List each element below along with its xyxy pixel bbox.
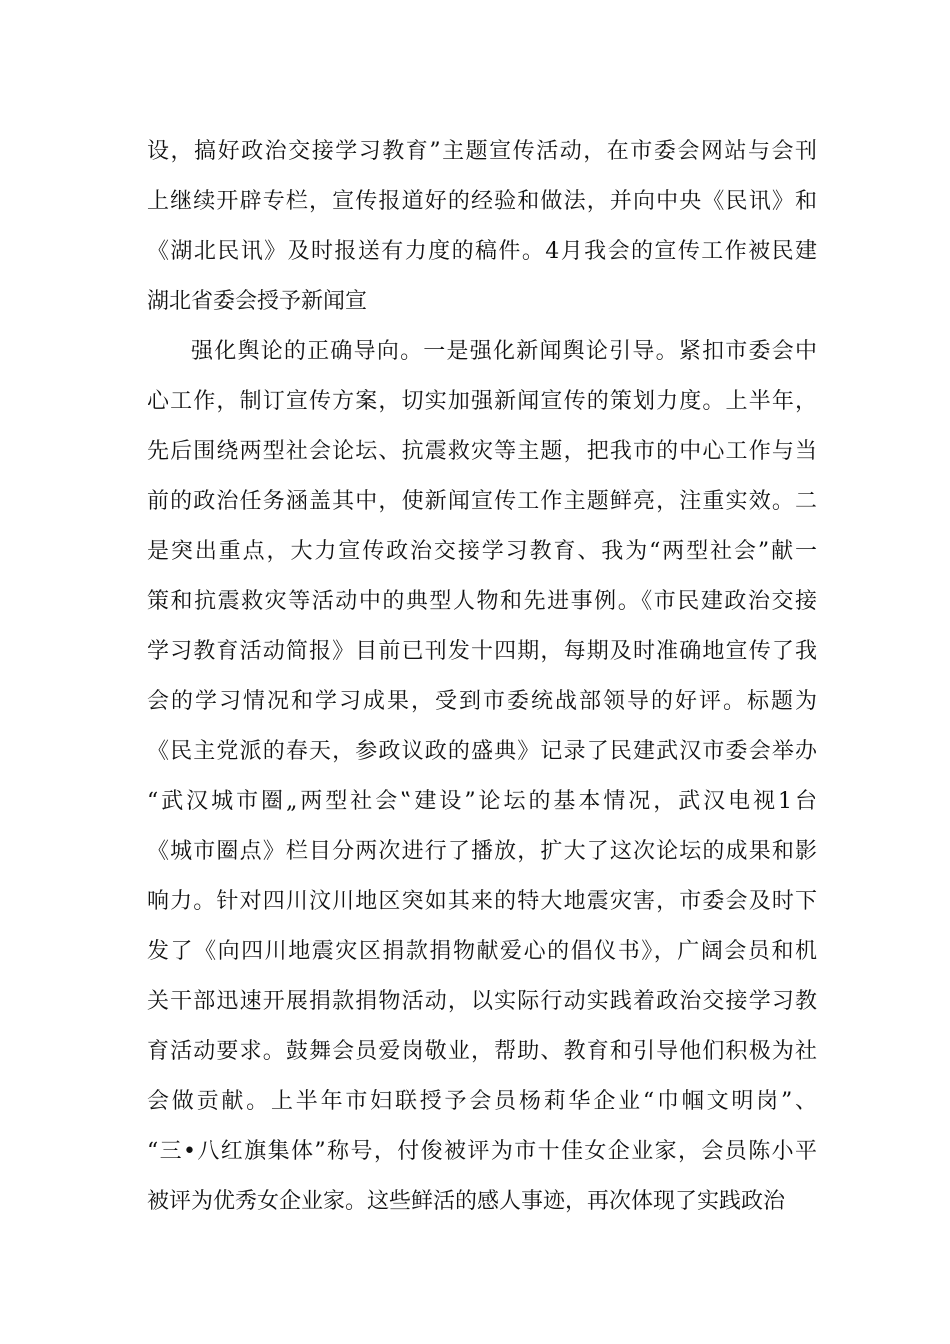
paragraph-line: 强化舆论的正确导向。一是强化新闻舆论引导。紧扣市委会中 <box>191 339 817 364</box>
paragraph-line: 《城市圈点》栏目分两次进行了播放，扩大了这次论坛的成果和影 <box>147 839 817 864</box>
paragraph-line: 设，搞好政治交接学习教育”主题宣传活动，在市委会网站与会刊 <box>147 139 817 164</box>
paragraph-line: 育活动要求。鼓舞会员爱岗敬业，帮助、教育和引导他们积极为社 <box>147 1039 817 1064</box>
paragraph-line: 前的政治任务涵盖其中，使新闻宣传工作主题鲜亮，注重实效。二 <box>147 489 817 514</box>
paragraph-2 <box>147 327 817 1227</box>
paragraph-line: 发了《向四川地震灾区捐款捐物献爱心的倡仪书》，广阔会员和机 <box>147 939 817 964</box>
paragraph-line: 被评为优秀女企业家。这些鲜活的感人事迹，再次体现了实践政治 <box>147 1189 786 1214</box>
paragraph-line: 上继续开辟专栏，宣传报道好的经验和做法，并向中央《民讯》和 <box>147 189 817 214</box>
paragraph-line: 学习教育活动简报》目前已刊发十四期，每期及时准确地宣传了我 <box>147 639 817 664</box>
paragraph-line: 策和抗震救灾等活动中的典型人物和先进事例。《市民建政治交接 <box>147 589 817 614</box>
paragraph-1 <box>147 127 817 327</box>
paragraph-line: 先后围绕两型社会论坛、抗震救灾等主题，把我市的中心工作与当 <box>147 439 817 464</box>
paragraph-line: 会的学习情况和学习成果，受到市委统战部领导的好评。标题为 <box>147 689 817 714</box>
paragraph-line: 是突出重点，大力宣传政治交接学习教育、我为“两型社会”献一 <box>147 539 817 564</box>
paragraph-line: 湖北省委会授予新闻宣 <box>147 289 368 314</box>
paragraph-line: “三•八红旗集体”称号，付俊被评为市十佳女企业家，会员陈小平 <box>147 1139 817 1164</box>
paragraph-line: 响力。针对四川汶川地区突如其来的特大地震灾害，市委会及时下 <box>147 889 817 914</box>
paragraph-line: 《湖北民讯》及时报送有力度的稿件。4月我会的宣传工作被民建 <box>147 239 817 264</box>
paragraph-line: 《民主党派的春天，参政议政的盛典》记录了民建武汉市委会举办 <box>147 739 817 764</box>
paragraph-line: 会做贡献。上半年市妇联授予会员杨莉华企业“巾帼文明岗”、 <box>147 1089 817 1114</box>
paragraph-line: 心工作，制订宣传方案，切实加强新闻宣传的策划力度。上半年， <box>147 389 817 414</box>
paragraph-line: “武汉城市圈„两型社会‟建设”论坛的基本情况，武汉电视1台 <box>147 789 817 814</box>
paragraph-line: 关干部迅速开展捐款捐物活动，以实际行动实践着政治交接学习教 <box>147 989 817 1014</box>
